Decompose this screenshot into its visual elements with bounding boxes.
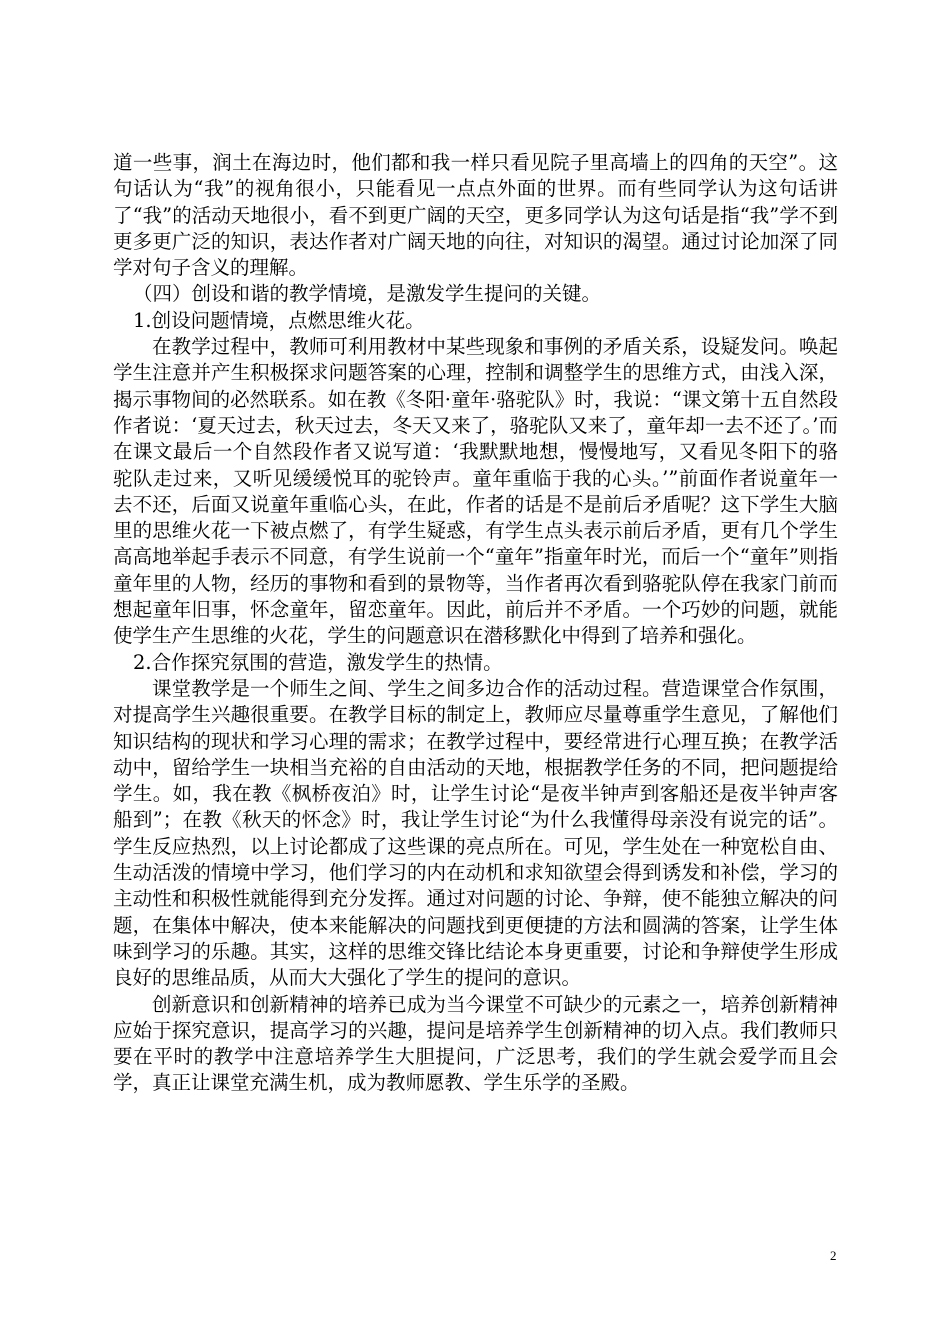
section-heading-4: （四）创设和谐的教学情境，是激发学生提问的关键。 xyxy=(133,282,602,306)
paragraph-cooperative-inquiry: 课堂教学是一个师生之间、学生之间多边合作的活动过程。营造课堂合作氛围，对提高学生兴趣很重要。在教学目标的制定上，教师应尽量尊重学生意见，了解他们知识结构的现状和学习心理的需求；在教学过程中，要经常进行心理互换；在教学活动中，留给学生一块相当充裕的自由活动的天地，根据教学任务的不同，把问题提给学生。如，我在教《枫桥夜泊》时，让学生讨论“是夜半钟声到客船还是夜半钟声客船到”；在教《秋天的怀念》时，我让学生讨论“为什么我懂得母亲没有说完的话”。学生反应热烈，以上讨论都成了这些课的亮点所在。可见，学生处在一种宽松自由、生动活泼的情境中学习，他们学习的内在动机和求知欲望会得到诱发和补偿，学习的主动性和积极性就能得到充分发挥。通过对问题的讨论、争辩，使不能独立解决的问题，在集体中解决，使本来能解决的问题找到更便捷的方法和圆满的答案，让学生体味到学习的乐趣。其实，这样的思维交锋比结论本身更重要，讨论和争辩使学生形成良好的思维品质，从而大大强化了学生的提问的意识。 xyxy=(113,676,838,990)
paragraph-conclusion: 创新意识和创新精神的培养已成为当今课堂不可缺少的元素之一，培养创新精神应始于探究意识，提高学习的兴趣，提问是培养学生创新精神的切入点。我们教师只要在平时的教学中注意培养学生大胆提问，广泛思考，我们的学生就会爱学而且会学，真正让课堂充满生机，成为教师愿教、学生乐学的圣殿。 xyxy=(113,992,838,1095)
paragraph-continuation: 道一些事，润土在海边时，他们都和我一样只看见院子里高墙上的四角的天空”。这句话认为“我”的视角很小，只能看见一点点外面的世界。而有些同学认为这句话讲了“我”的活动天地很小，看不到更广阔的天空，更多同学认为这句话是指“我”学不到更多更广泛的知识，表达作者对广阔天地的向往，对知识的渴望。通过讨论加深了同学对句子含义的理解。 xyxy=(113,151,838,280)
page-number: 2 xyxy=(830,1248,837,1263)
paragraph-problem-situation: 在教学过程中，教师可利用教材中某些现象和事例的矛盾关系，设疑发问。唤起学生注意并产生积极探求问题答案的心理，控制和调整学生的思维方式，由浅入深，揭示事物间的必然联系。如在教《冬阳·童年·骆驼队》时，我说：“课文第十五自然段作者说：‘夏天过去，秋天过去，冬天又来了，骆驼队又来了，童年却一去不还了。’而在课文最后一个自然段作者又说写道：‘我默默地想，慢慢地写，又看见冬阳下的骆驼队走过来，又听见缓缓悦耳的驼铃声。童年重临于我的心头。’”前面作者说童年一去不还，后面又说童年重临心头，在此，作者的话是不是前后矛盾呢？这下学生大脑里的思维火花一下被点燃了，有学生疑惑，有学生点头表示前后矛盾，更有几个学生高高地举起手表示不同意，有学生说前一个“童年”指童年时光，而后一个“童年”则指童年里的人物，经历的事物和看到的景物等，当作者再次看到骆驼队停在我家门前而想起童年旧事，怀念童年，留恋童年。因此，前后并不矛盾。一个巧妙的问题，就能使学生产生思维的火花，学生的问题意识在潜移默化中得到了培养和强化。 xyxy=(113,335,838,648)
document-body xyxy=(113,150,838,1097)
subheading-2: 2.合作探究氛围的营造，激发学生的热情。 xyxy=(133,650,503,674)
subheading-1: 1.创设问题情境，点燃思维火花。 xyxy=(133,308,425,332)
